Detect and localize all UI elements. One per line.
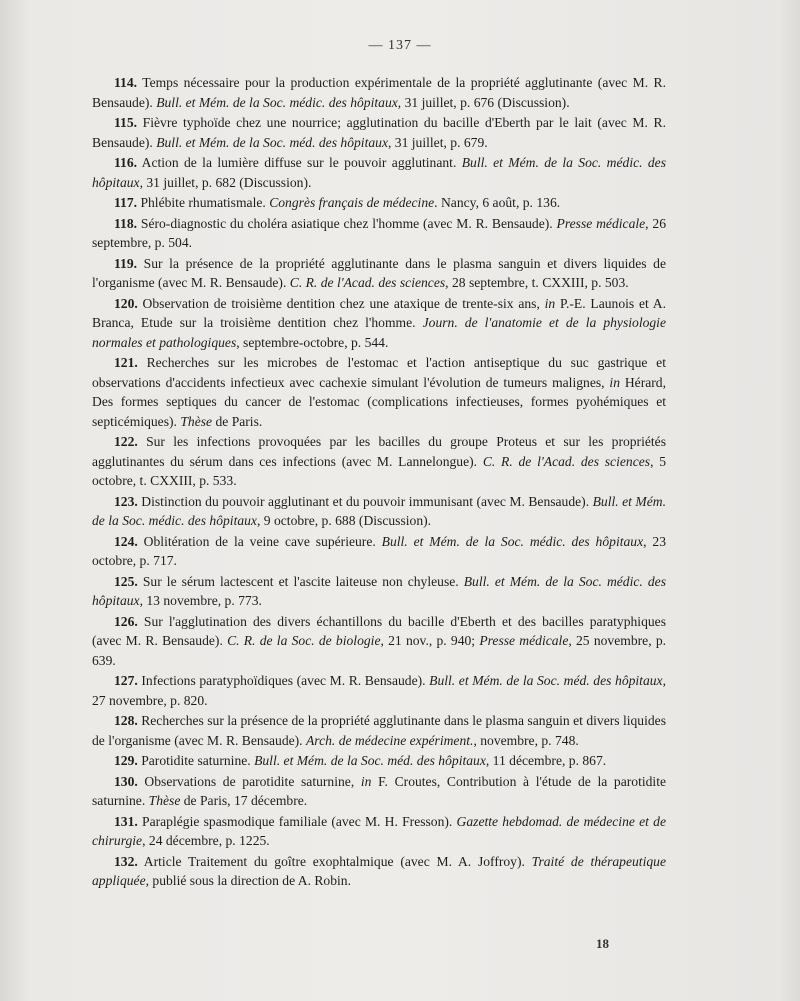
entry-text: Observations de parotidite saturnine, [137,773,361,789]
citation-italic: in [360,773,372,789]
citation-italic: C. R. de l'Acad. des sciences [482,453,651,469]
page-number: — 137 — [368,38,432,53]
entry-text: Paraplégie spasmodique familiale (avec M. H. Fresson). [137,813,457,829]
bibliography-entry [92,812,666,851]
citation-italic: Bull. et Mém. de la Soc. médic. des hôpitaux [156,94,398,110]
citation-italic: Bull. et Mém. de la Soc. médic. des hôpitaux [92,155,666,190]
entry-number: 128. [114,713,138,728]
entry-text: Article Traitement du goître exophtalmique (avec M. A. Joffroy). [137,853,532,869]
entry-text: Distinction du pouvoir agglutinant et du pouvoir immunisant (avec M. Bensaude). [137,493,593,509]
bibliography-entry [92,294,666,353]
citation-italic: Traité de thérapeutique appliquée [92,853,666,888]
entry-text: Sur l'agglutination des divers échantillons du bacille d'Eberth et des bacilles paratyphiques (avec M. R. Bensaude). [92,613,666,648]
entry-number: 116. [114,155,138,170]
citation-italic: Arch. de médecine expériment. [305,732,474,748]
bibliography-entry [92,572,666,611]
citation-italic: Thèse [148,793,181,808]
bibliography-entry [92,153,666,192]
bibliography-entry [92,193,666,213]
citation-italic: Congrès français de médecine [269,195,435,210]
bibliography-list [92,73,666,892]
citation-italic: Bull. et Mém. de la Soc. méd. des hôpitaux [429,673,663,688]
bibliography-entry [92,711,666,750]
entry-number: 126. [114,613,138,629]
citation-italic: Bull. et Mém. de la Soc. médic. des hôpitaux [381,533,644,549]
entry-text: P.-E. Launois et A. Branca, Etude sur la troisième dentition chez l'homme. [92,295,666,330]
entry-text: Infections paratyphoïdiques (avec M. R. Bensaude). [137,673,430,688]
entry-number: 129. [114,753,138,768]
entry-text: Oblitération de la veine cave supérieure. [137,533,382,549]
bibliography-entry [92,532,666,571]
entry-number: 122. [114,434,138,449]
signature-mark: 18 [596,936,609,951]
entry-number: 114. [114,75,138,90]
bibliography-entry [92,254,666,293]
entry-text: Temps nécessaire pour la production expérimentale de la propriété agglutinante (avec M. R. Bensaude). [92,75,666,110]
entry-text: Fièvre typhoïde chez une nourrice; agglutination du bacille d'Eberth par le lait (avec M. R. Bensaude). [92,115,666,150]
entry-text: , publié sous la direction de A. Robin. [145,873,352,888]
entry-text: , 9 octobre, p. 688 (Discussion). [256,513,432,528]
citation-italic: in [544,295,556,311]
citation-italic: Presse médicale [479,633,569,648]
bibliography-entry [92,492,666,531]
entry-text: , 13 novembre, p. 773. [139,593,262,608]
citation-italic: Bull. et Mém. de la Soc. méd. des hôpitaux [254,753,486,768]
bibliography-entry [92,612,666,671]
bibliography-entry [92,772,666,811]
entry-text: , 21 nov., p. 940; [380,633,480,648]
entry-number: 118. [114,215,138,231]
entry-number: 119. [114,255,138,271]
entry-number: 117. [114,195,138,210]
entry-number: 120. [114,295,138,311]
bibliography-entry [92,214,666,253]
entry-number: 124. [114,533,138,549]
entry-text: , novembre, p. 748. [473,732,579,748]
entry-text: , 5 octobre, t. CXXIII, p. 533. [92,453,667,488]
entry-number: 121. [114,355,138,370]
entry-text: Parotidite saturnine. [137,753,255,768]
citation-italic: C. R. de la Soc. de biologie [227,633,381,648]
entry-text: Recherches sur les microbes de l'estomac et l'action antiseptique du suc gastrique et observations d'accidents infectieux avec cachexie simulant l'évolution de tumeurs malignes, [92,355,666,390]
entry-text: Observation de troisième dentition chez une ataxique de trente-six ans, [137,295,545,311]
entry-text: Hérard, Des formes septiques du cancer de l'estomac (complications infectieuses, formes pyohémiques et septicémiques). [92,374,666,429]
entry-number: 125. [114,573,138,589]
citation-italic: Bull. et Mém. de la Soc. médic. des hôpitaux [92,493,666,528]
entry-text: , septembre-octobre, p. 544. [236,334,389,350]
entry-text: , 27 novembre, p. 820. [92,673,666,708]
bibliography-entry [92,751,666,771]
citation-italic: Bull. et Mém. de la Soc. médic. des hôpitaux [92,573,666,608]
entry-text: Recherches sur la présence de la propriété agglutinante dans le plasma sanguin et divers liquides de l'organisme (avec M. R. Bensaude). [92,713,666,748]
entry-text: , 26 septembre, p. 504. [92,215,667,250]
entry-text: , 31 juillet, p. 679. [387,134,488,150]
citation-italic: in [609,374,620,390]
entry-number: 130. [114,773,138,789]
entry-number: 115. [114,115,138,130]
citation-italic: Journ. de l'anatomie et de la physiologie normales et pathologiques [92,315,666,350]
entry-number: 127. [114,673,138,688]
entry-number: 132. [114,853,138,869]
entry-text: , 25 novembre, p. 639. [92,633,667,668]
entry-text: Action de la lumière diffuse sur le pouvoir agglutinant. [137,155,462,170]
entry-number: 123. [114,493,138,509]
bibliography-entry [92,113,666,152]
entry-text: Sur les infections provoquées par les bacilles du groupe Proteus et sur les propriétés agglutinantes du sérum dans ces infections (avec M. Lannelongue). [92,434,666,469]
citation-italic: Presse médicale [556,215,646,231]
bibliography-entry [92,671,666,710]
entry-text: de Paris. [212,413,263,429]
entry-text: F. Croutes, Contribution à l'étude de la parotidite saturnine. [92,773,667,808]
entry-text: Phlébite rhumatismale. [137,195,270,210]
bibliography-entry [92,432,666,491]
entry-text: Sur le sérum lactescent et l'ascite laiteuse non chyleuse. [137,573,464,589]
entry-text: Sur la présence de la propriété agglutinante dans le plasma sanguin et divers liquides de l'organisme (avec M. R. Bensaude). [92,255,666,290]
entry-text: , 11 décembre, p. 867. [485,753,607,768]
citation-italic: Thèse [180,413,213,429]
bibliography-entry [92,353,666,431]
bibliography-entry [92,852,666,891]
entry-text: , 24 décembre, p. 1225. [142,833,270,848]
citation-italic: C. R. de l'Acad. des sciences [289,275,446,290]
entry-number: 131. [114,813,138,829]
entry-text: , 23 octobre, p. 717. [92,533,666,568]
entry-text: de Paris, 17 décembre. [180,793,308,808]
entry-text: . Nancy, 6 août, p. 136. [434,195,561,210]
citation-italic: Bull. et Mém. de la Soc. méd. des hôpitaux [156,134,388,150]
entry-text: , 28 septembre, t. CXXIII, p. 503. [445,275,629,290]
entry-text: , 31 juillet, p. 682 (Discussion). [139,174,312,190]
entry-text: , 31 juillet, p. 676 (Discussion). [397,94,570,110]
entry-text: Séro-diagnostic du choléra asiatique chez l'homme (avec M. R. Bensaude). [137,215,557,231]
bibliography-entry [92,73,666,112]
citation-italic: Gazette hebdomad. de médecine et de chirurgie [92,813,666,848]
